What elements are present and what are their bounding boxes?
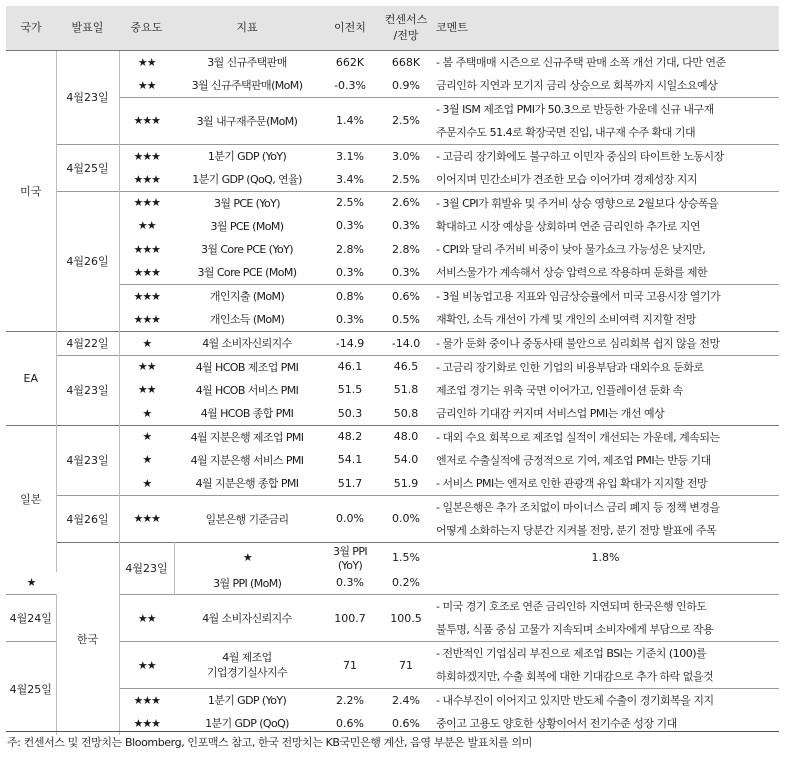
table-row (6, 595, 779, 642)
importance-stars: ★★ (137, 219, 156, 233)
importance-stars: ★★★ (133, 172, 161, 186)
table-row (6, 97, 779, 144)
indicator-name: 개인지출 (MoM) (174, 284, 320, 308)
previous-value: 3.1% (320, 144, 380, 168)
header-indicator: 지표 (174, 6, 320, 50)
date-cell: 4월24일 (6, 595, 56, 642)
consensus-value: 100.5 (380, 595, 432, 642)
previous-value: 2.2% (320, 689, 380, 712)
indicator-name: 4월 HCOB 제조업 PMI (174, 355, 320, 378)
previous-value: 100.7 (320, 595, 380, 642)
indicator-name: 4월 제조업 기업경기실사지수 (174, 642, 320, 689)
consensus-value: 3.0% (380, 144, 432, 168)
importance-stars: ★★ (137, 383, 156, 397)
previous-value: 1.4% (320, 97, 380, 144)
consensus-value: 2.5% (392, 172, 420, 186)
consensus-value: 0.2% (392, 576, 420, 590)
previous-value: 0.0% (320, 495, 380, 542)
indicator-name: 4월 지분은행 서비스 PMI (190, 453, 304, 467)
indicator-name: 3월 Core PCE (YoY) (201, 243, 293, 257)
country-ea: EA (6, 331, 56, 425)
indicator-name: 3월 PCE (MoM) (210, 219, 284, 233)
previous-value: 50.3 (337, 406, 363, 420)
consensus-value: 0.0% (380, 495, 432, 542)
consensus-value: 51.8 (393, 383, 419, 397)
indicator-name: 1분기 GDP (YoY) (174, 689, 320, 712)
comment: - 전반적인 기업심리 부진으로 제조업 BSI는 기준치 (100)를 하회하겠지만, 수출 회복에 대한 기대감으로 추가 하락 없을것 (432, 642, 779, 689)
header-country: 국가 (6, 6, 56, 50)
comment: - 내수부진이 이어지고 있지만 반도체 수출이 경기회복을 지지 중이고 고용도 양호한 상황이어서 전기수준 성장 기대 (432, 689, 779, 736)
date-cell: 4월26일 (56, 191, 119, 331)
consensus-value: 0.6% (380, 284, 432, 308)
importance-stars: ★★ (137, 55, 156, 69)
table-row (6, 495, 779, 542)
comment: - 3월 CPI가 휘발유 및 주거비 상승 영향으로 2월보다 상승폭을 확대하고 시장 예상을 상회하며 연준 금리인하 추가로 지연 - CPI와 달리 주거비 비중이 낮아 물가쇼크 가능성은 낮지만, 서비스물가가 계속해서 상승 압력으로 작용하며 둔화를 제한 (432, 191, 779, 284)
table-row (6, 331, 779, 355)
previous-value: 1.5% (380, 542, 432, 572)
date-cell: 4월25일 (6, 642, 56, 736)
consensus-value: 1.8% (432, 542, 779, 572)
header-row (6, 6, 779, 50)
indicator-name: 일본은행 기준금리 (174, 495, 320, 542)
importance-stars: ★★ (119, 642, 174, 689)
indicator-name: 개인소득 (MoM) (209, 313, 285, 326)
consensus-value: 48.0 (380, 425, 432, 448)
date-cell: 4월23일 (56, 355, 119, 425)
indicator-name: 4월 소비자신뢰지수 (174, 331, 320, 355)
previous-value: 0.3% (336, 219, 364, 233)
indicator-name: 1분기 GDP (QoQ, 연율) (192, 173, 302, 186)
indicator-name: 4월 HCOB 서비스 PMI (195, 383, 299, 397)
consensus-value: 2.4% (380, 689, 432, 712)
comment: - 3월 비농업고용 지표와 임금상승률에서 미국 고용시장 열기가 재확인, 소득 개선이 가계 및 개인의 소비여력 지지할 전망 (432, 284, 779, 331)
table-row (6, 542, 779, 572)
previous-value: 2.5% (320, 191, 380, 214)
importance-stars: ★ (26, 576, 36, 590)
importance-stars: ★★★ (119, 97, 174, 144)
country-us: 미국 (6, 50, 56, 331)
calendar-table (6, 6, 779, 735)
comment: - 물가 둔화 중이나 중동사태 불안으로 심리회복 쉽지 않을 전망 (432, 331, 779, 355)
indicator-name: 4월 지분은행 종합 PMI (195, 477, 299, 491)
indicator-name: 4월 소비자신뢰지수 (174, 595, 320, 642)
previous-value: 71 (320, 642, 380, 689)
table-row (6, 144, 779, 168)
consensus-value: 51.9 (393, 476, 419, 490)
importance-stars: ★★★ (133, 716, 161, 730)
indicator-name: 3월 PPI (MoM) (213, 576, 282, 590)
date-cell: 4월23일 (56, 50, 119, 144)
comment: - 고금리 장기화로 인한 기업의 비용부담과 대외수요 둔화로 제조업 경기는 위축 국면 이어가고, 인플레이션 둔화 속 금리인하 기대감 커지며 서비스업 PMI는 개선 예상 (432, 355, 779, 425)
importance-stars: ★★★ (119, 689, 174, 712)
previous-value: 3.4% (336, 172, 364, 186)
date-cell: 4월23일 (119, 542, 174, 595)
comment: - 3월 ISM 제조업 PMI가 50.3으로 반등한 가운데 신규 내구재 주문지수도 51.4로 확장국면 진입, 내구재 수주 확대 기대 (432, 97, 779, 144)
indicator-name: 4월 HCOB 종합 PMI (200, 407, 294, 421)
indicator-name: 4월 지분은행 제조업 PMI (174, 425, 320, 448)
previous-value: 662K (335, 55, 365, 69)
consensus-value: 0.6% (392, 716, 420, 730)
consensus-value: 2.8% (392, 242, 420, 256)
consensus-value: 46.5 (380, 355, 432, 378)
previous-value: -14.9 (320, 331, 380, 355)
indicator-name: 3월 내구재주문(MoM) (174, 97, 320, 144)
comment: - 대외 수요 회복으로 제조업 실적이 개선되는 가운데, 계속되는 엔저로 수출실적에 긍정적으로 기여, 제조업 PMI는 반등 기대 - 서비스 PMI는 엔저로 인한 관광객 유입 확대가 지지할 전망 (432, 425, 779, 495)
previous-value: 0.8% (320, 284, 380, 308)
importance-stars: ★★ (137, 78, 156, 92)
previous-value: 54.1 (337, 453, 363, 467)
indicator-name: 3월 PPI (YoY) (320, 542, 380, 572)
importance-stars: ★ (119, 425, 174, 448)
consensus-value: 2.5% (380, 97, 432, 144)
indicator-name: 1분기 GDP (QoQ) (205, 717, 289, 731)
previous-value: 0.6% (336, 716, 364, 730)
importance-stars: ★★★ (119, 144, 174, 168)
table-row (6, 191, 779, 214)
importance-stars: ★ (174, 542, 320, 572)
importance-stars: ★★★ (133, 312, 161, 326)
table-bottom-border (6, 731, 779, 732)
consensus-value: 0.9% (392, 78, 420, 92)
previous-value: 0.3% (336, 576, 364, 590)
previous-value: 51.5 (337, 383, 363, 397)
importance-stars: ★ (142, 406, 152, 420)
previous-value: 0.3% (336, 265, 364, 279)
date-cell: 4월22일 (56, 331, 119, 355)
date-cell: 4월26일 (56, 495, 119, 542)
date-cell: 4월23일 (56, 425, 119, 495)
comment: - 일본은행은 추가 조치없이 마이너스 금리 폐지 등 정책 변경을 어떻게 소화하는지 당분간 지켜볼 전망, 분기 전망 발표에 주목 (432, 495, 779, 542)
indicator-name: 1분기 GDP (YoY) (174, 144, 320, 168)
table-row (6, 50, 779, 74)
consensus-value: 50.8 (393, 406, 419, 420)
indicator-name: 3월 신규주택판매(MoM) (191, 79, 303, 92)
country-kr: 한국 (56, 542, 119, 735)
previous-value: 48.2 (320, 425, 380, 448)
previous-value: -0.3% (334, 78, 366, 92)
importance-stars: ★★★ (119, 284, 174, 308)
header-comment: 코멘트 (432, 6, 779, 50)
importance-stars: ★ (142, 476, 152, 490)
comment: - 미국 경기 호조로 연준 금리인하 지연되며 한국은행 인하도 불투명, 식품 중심 고물가 지속되며 소비자에게 부담으로 작용 (432, 595, 779, 642)
importance-stars: ★★ (119, 595, 174, 642)
economic-calendar (6, 6, 779, 735)
consensus-value: 2.6% (380, 191, 432, 214)
consensus-value: 54.0 (393, 453, 419, 467)
indicator-name: 3월 PCE (YoY) (174, 191, 320, 214)
previous-value: 0.3% (336, 312, 364, 326)
table-row (6, 284, 779, 308)
indicator-name: 3월 Core PCE (MoM) (197, 266, 297, 280)
importance-stars: ★ (119, 331, 174, 355)
previous-value: 2.8% (336, 242, 364, 256)
header-consensus: 컨센서스 /전망 (380, 6, 432, 50)
previous-value: 46.1 (320, 355, 380, 378)
comment: - 봄 주택매매 시즌으로 신규주택 판매 소폭 개선 기대, 다만 연준 금리인하 지연과 모기지 금리 상승으로 회복까지 시일소요예상 (436, 55, 726, 92)
comment: - 고금리 장기화에도 불구하고 이민자 중심의 타이트한 노동시장 이어지며 민간소비가 견조한 모습 이어가며 경제성장 지지 (432, 144, 779, 191)
footnote: 주: 컨센서스 및 전망치는 Bloomberg, 인포맥스 참고, 한국 전망치는 KB국민은행 계산, 음영 부분은 발표치를 의미 (7, 736, 532, 749)
importance-stars: ★ (142, 453, 152, 467)
header-date: 발표일 (56, 6, 119, 50)
importance-stars: ★★ (119, 355, 174, 378)
importance-stars: ★★★ (133, 265, 161, 279)
importance-stars: ★★★ (133, 242, 161, 256)
consensus-value: 0.5% (392, 312, 420, 326)
consensus-value: 71 (380, 642, 432, 689)
indicator-name: 3월 신규주택판매 (207, 56, 287, 69)
consensus-value: 668K (391, 55, 421, 69)
table-row (6, 425, 779, 448)
date-cell: 4월25일 (56, 144, 119, 191)
consensus-value: -14.0 (380, 331, 432, 355)
header-importance: 중요도 (119, 6, 174, 50)
importance-stars: ★★★ (119, 191, 174, 214)
header-previous: 이전치 (320, 6, 380, 50)
consensus-value: 0.3% (392, 219, 420, 233)
consensus-value: 0.3% (392, 265, 420, 279)
previous-value: 51.7 (337, 476, 363, 490)
country-jp: 일본 (6, 425, 56, 572)
table-row (6, 689, 779, 712)
importance-stars: ★★★ (119, 495, 174, 542)
table-row (6, 642, 779, 689)
table-row (6, 355, 779, 378)
